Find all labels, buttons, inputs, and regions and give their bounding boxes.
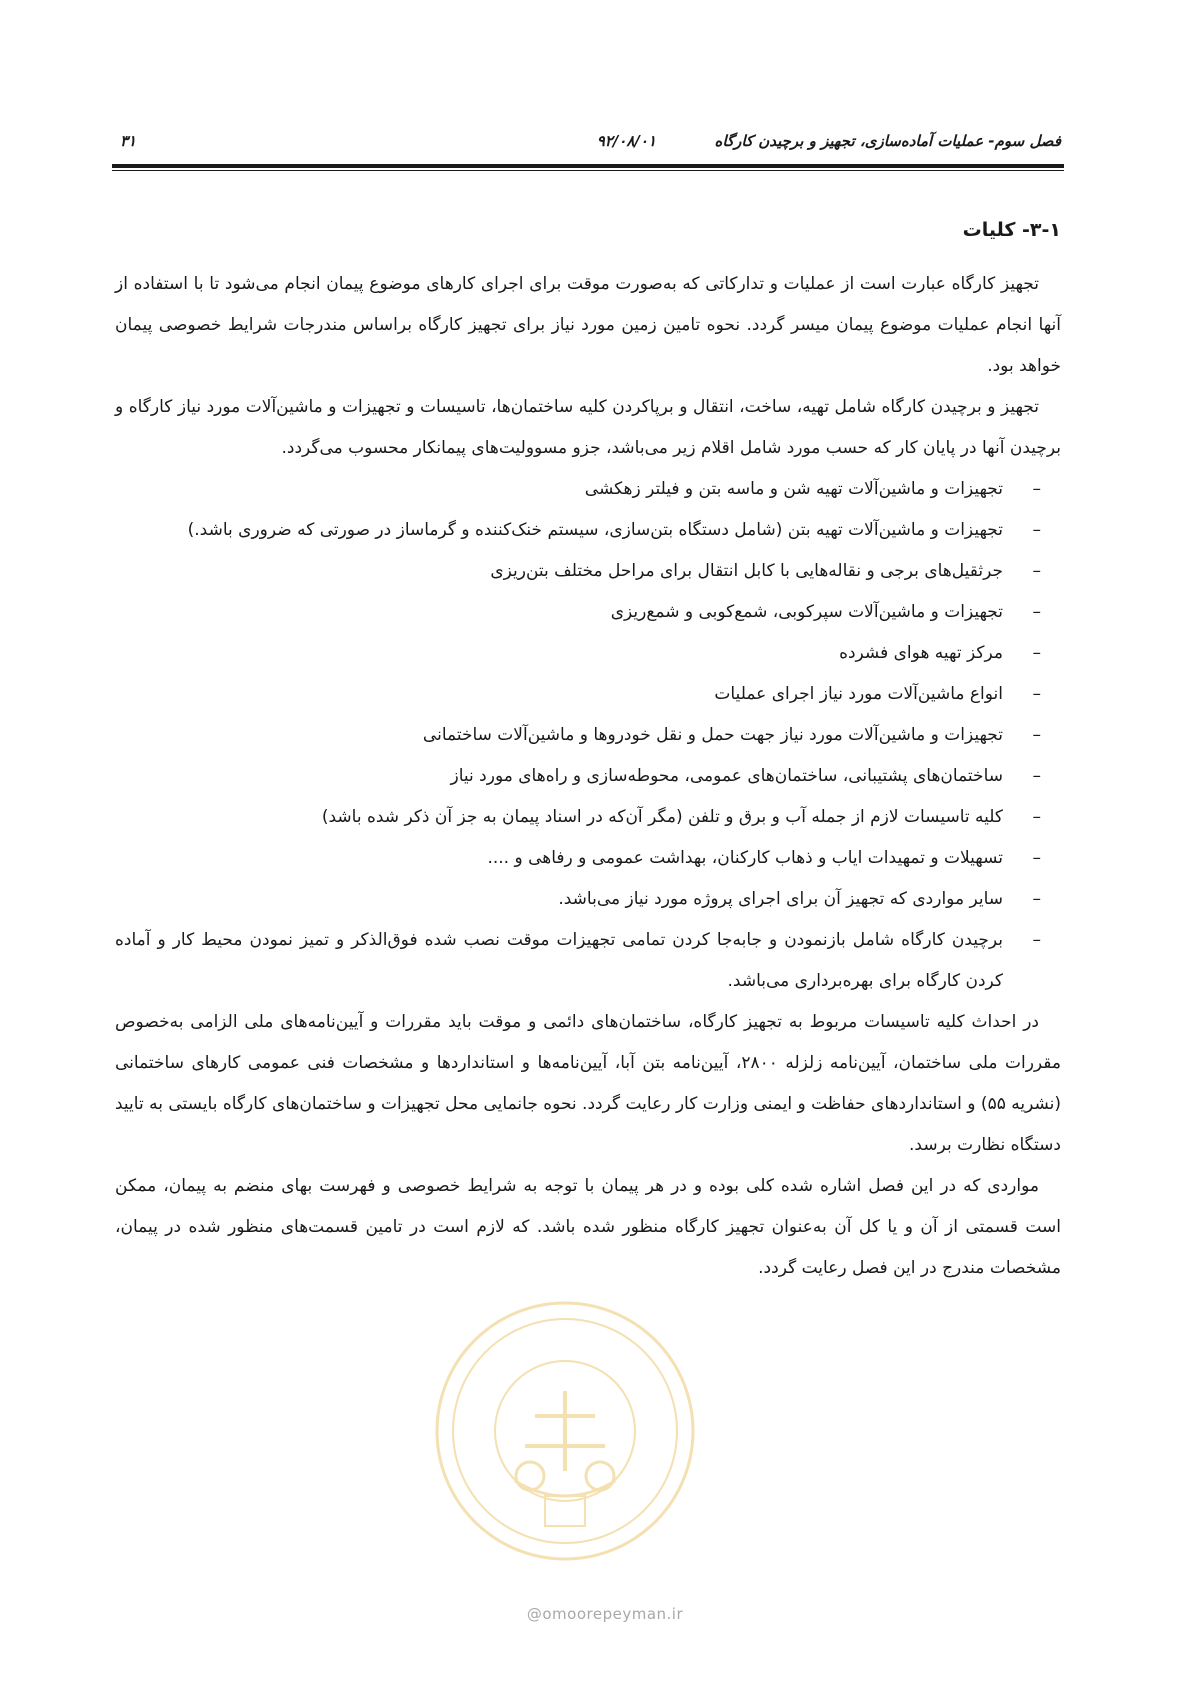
list-bullet: – — [1032, 930, 1041, 950]
list-item: – تسهیلات و تمهیدات ایاب و ذهاب کارکنان، بهداشت عمومی و رفاهی و .... — [115, 838, 1061, 879]
paragraph: تجهیز و برچیدن کارگاه شامل تهیه، ساخت، انتقال و برپاکردن کلیه ساختمان‌ها، تاسیسات و تجهیزات و ماشین‌آلات مورد نیاز کارگاه و برچیدن آنها در پایان کار که حسب مورد شامل اقلام زیر می‌باشد، جزو مسوولیت‌های پیمانکار محسوب می‌گردد. — [115, 397, 1061, 458]
header-rule-thin — [112, 170, 1064, 171]
section-heading: ۳-۱- کلیات — [962, 219, 1061, 241]
paragraph: مواردی که در این فصل اشاره شده کلی بوده و در هر پیمان با توجه به شرایط خصوصی و فهرست بهای منضم به پیمان، ممکن است قسمتی از آن و یا کل آن به‌عنوان تجهیز کارگاه منظور شده باشد. که لازم است در تامین قسمت‌های منظور شده در پیمان، مشخصات مندرج در این فصل رعایت گردد. — [115, 1176, 1061, 1278]
list-bullet: – — [1032, 725, 1041, 745]
page-number: ۳۱ — [120, 132, 137, 150]
list-bullet: – — [1032, 479, 1041, 499]
watermark-seal — [430, 1296, 700, 1566]
list-item: – سایر مواردی که تجهیز آن برای اجرای پروژه مورد نیاز می‌باشد. — [115, 879, 1061, 920]
list-bullet: – — [1032, 561, 1041, 581]
list-bullet: – — [1032, 684, 1041, 704]
list-item: – مرکز تهیه هوای فشرده — [115, 633, 1061, 674]
item-list — [115, 469, 1061, 1002]
page-header — [115, 126, 1061, 158]
header-date: ۹۲/۰۸/۰۱ — [596, 132, 656, 150]
list-bullet: – — [1032, 766, 1041, 786]
list-bullet: – — [1032, 602, 1041, 622]
list-bullet: – — [1032, 520, 1041, 540]
list-bullet: – — [1032, 889, 1041, 909]
list-item: – تجهیزات و ماشین‌آلات مورد نیاز جهت حمل و نقل خودروها و ماشین‌آلات ساختمانی — [115, 715, 1061, 756]
list-bullet: – — [1032, 807, 1041, 827]
paragraph: در احداث کلیه تاسیسات مربوط به تجهیز کارگاه، ساختمان‌های دائمی و موقت باید مقررات و آیین‌نامه‌های ملی الزامی به‌خصوص مقررات ملی ساختمان، آیین‌نامه زلزله ۲۸۰۰، آیین‌نامه بتن آبا، آیین‌نامه‌ها و استانداردها و مشخصات فنی عمومی کارهای ساختمانی (نشریه ۵۵) و استانداردهای حفاظت و ایمنی وزارت کار رعایت گردد. نحوه جانمایی محل تجهیزات و ساختمان‌های کارگاه بایستی به تایید دستگاه نظارت برسد. — [115, 1012, 1061, 1155]
list-bullet: – — [1032, 848, 1041, 868]
page-body — [115, 214, 1061, 1289]
list-item: – برچیدن کارگاه شامل بازنمودن و جابه‌جا کردن تمامی تجهیزات موقت نصب شده فوق‌الذکر و تمیز نمودن محیط کار و آماده کردن کارگاه برای بهره‌برداری می‌باشد. — [115, 920, 1061, 1002]
paragraph: تجهیز کارگاه عبارت است از عملیات و تدارکاتی که به‌صورت موقت برای اجرای کارهای موضوع پیمان انجام می‌شود تا با استفاده از آنها انجام عملیات موضوع پیمان میسر گردد. نحوه تامین زمین مورد نیاز برای تجهیز کارگاه براساس مندرجات شرایط خصوصی پیمان خواهد بود. — [115, 274, 1061, 376]
list-bullet: – — [1032, 643, 1041, 663]
header-rule-thick — [112, 164, 1064, 168]
list-item: – تجهیزات و ماشین‌آلات سپرکوبی، شمع‌کوبی و شمع‌ریزی — [115, 592, 1061, 633]
watermark-url: @omoorepeyman.ir — [526, 1605, 684, 1623]
list-item: – تجهیزات و ماشین‌آلات تهیه شن و ماسه بتن و فیلتر زهکشی — [115, 469, 1061, 510]
list-item: – تجهیزات و ماشین‌آلات تهیه بتن (شامل دستگاه بتن‌سازی، سیستم خنک‌کننده و گرماساز در صورتی که ضروری باشد.) — [115, 510, 1061, 551]
list-item: – ساختمان‌های پشتیبانی، ساختمان‌های عمومی، محوطه‌سازی و راه‌های مورد نیاز — [115, 756, 1061, 797]
list-item: – انواع ماشین‌آلات مورد نیاز اجرای عملیات — [115, 674, 1061, 715]
list-item: – کلیه تاسیسات لازم از جمله آب و برق و تلفن (مگر آن‌که در اسناد پیمان به جز آن ذکر شده باشد) — [115, 797, 1061, 838]
list-item: – جرثقیل‌های برجی و نقاله‌هایی با کابل انتقال برای مراحل مختلف بتن‌ریزی — [115, 551, 1061, 592]
chapter-title: فصل سوم- عملیات آماده‌سازی، تجهیز و برچیدن کارگاه — [714, 132, 1061, 150]
